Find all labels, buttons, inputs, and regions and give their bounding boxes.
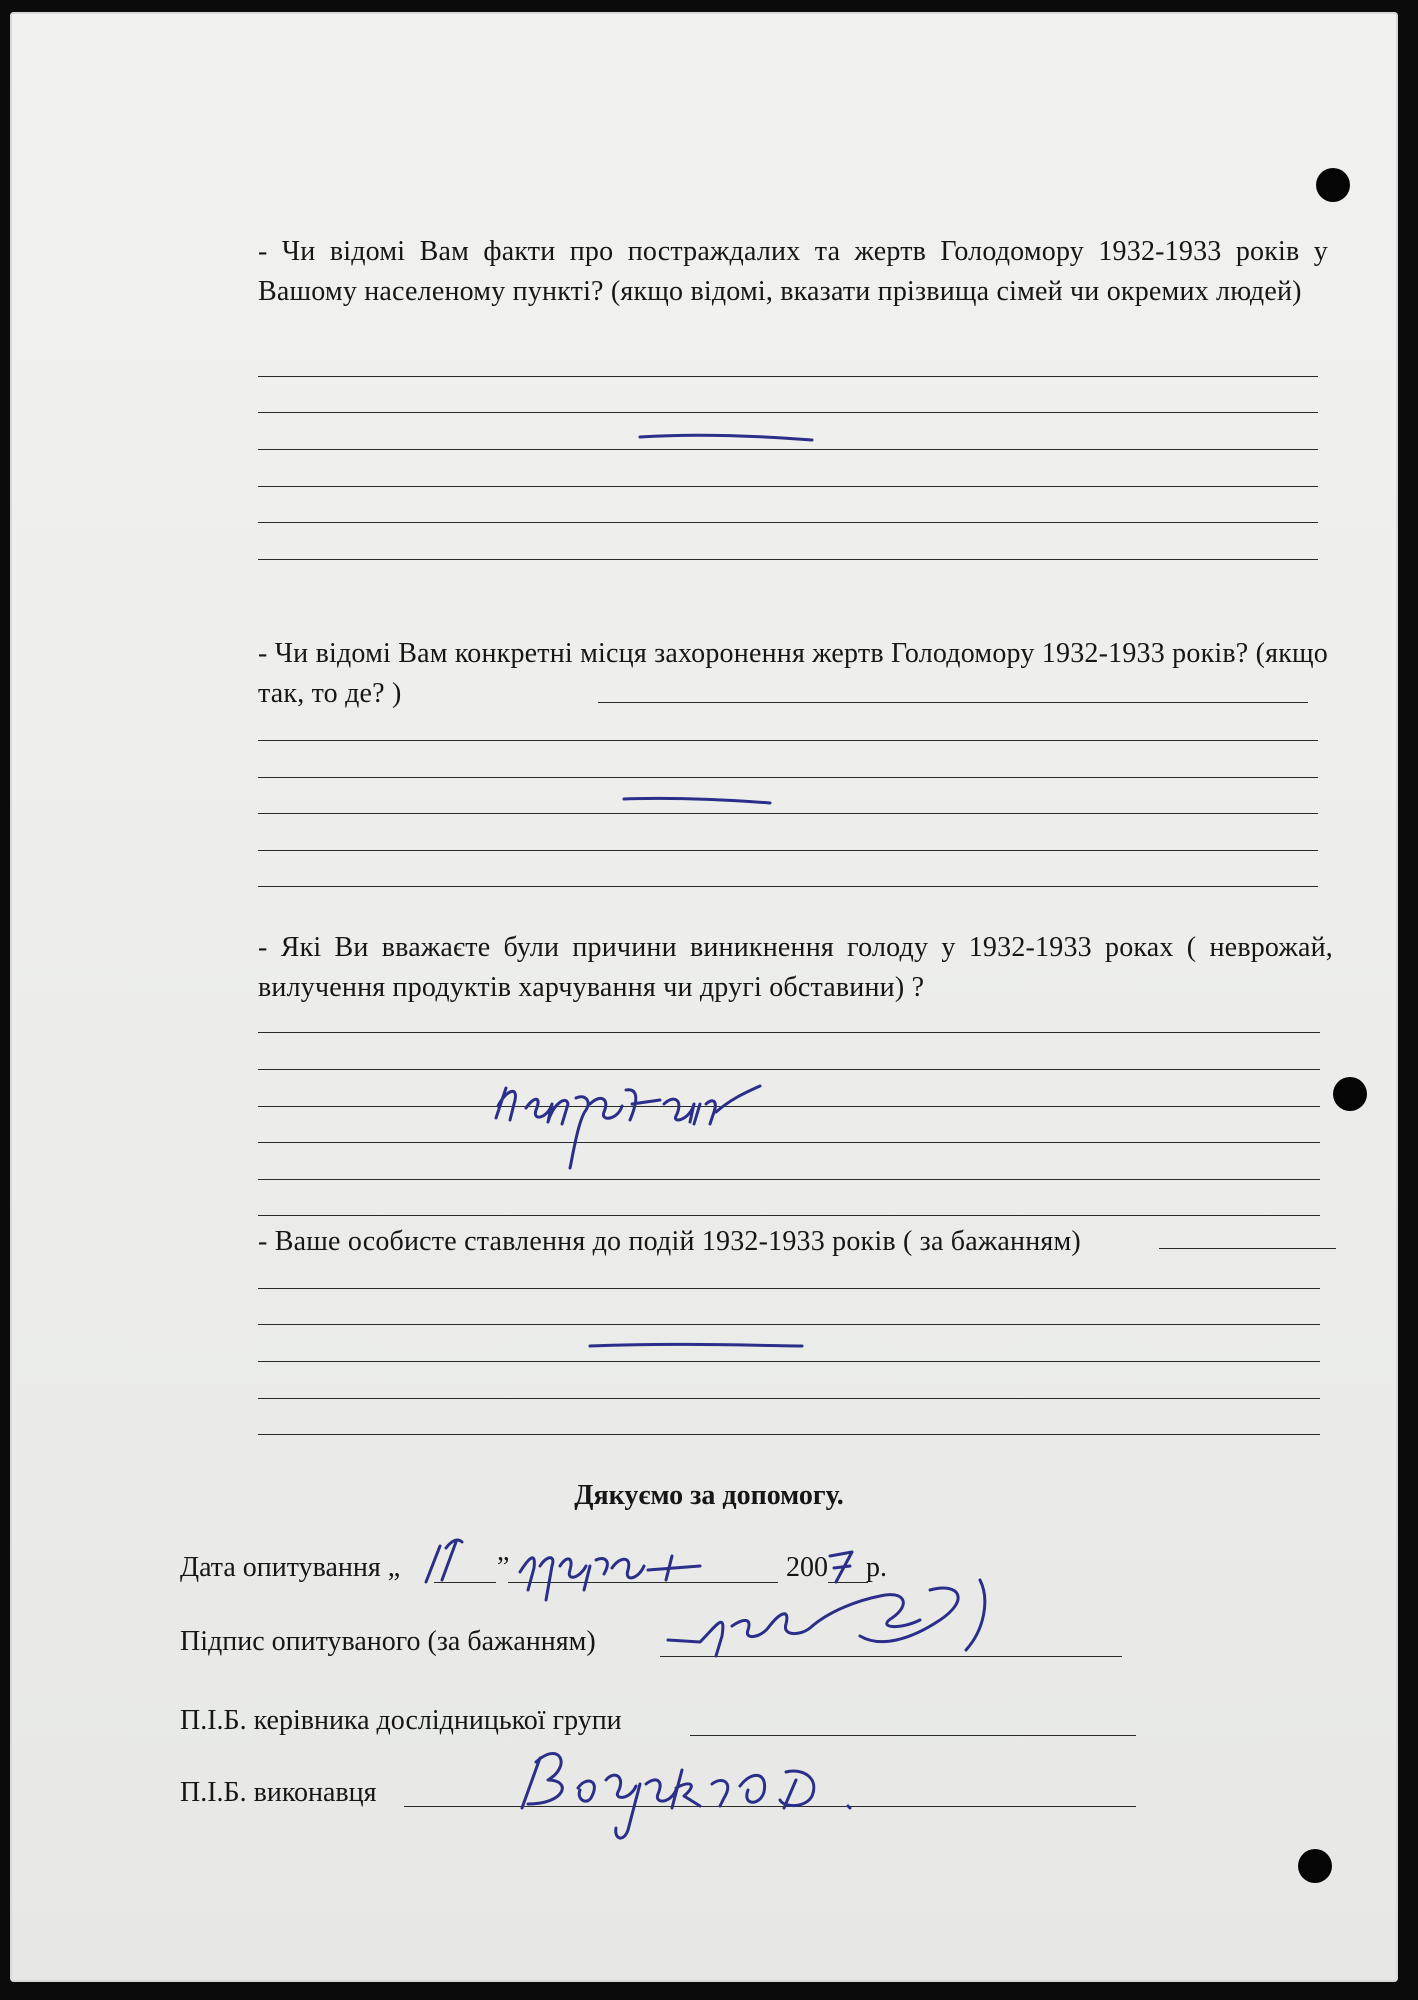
handwritten-answer-nevrozhai	[496, 1086, 760, 1168]
survey-date-year-suffix: р.	[866, 1552, 887, 1583]
q4-dash-mark	[590, 1344, 802, 1346]
handwritten-date-month	[520, 1556, 700, 1600]
question-4-text: - Ваше особисте ставлення до подій 1932-1933 років ( за бажанням)	[258, 1226, 1081, 1257]
survey-date-quote-close: ”	[497, 1552, 510, 1583]
question-3-text: - Які Ви вважаєте були причини виникнення голоду у 1932-1933 роках ( неврожай, вилучення продуктів харчування чи другі обставини) ?	[258, 932, 1333, 1003]
handwritten-date-year-digit	[830, 1552, 852, 1582]
survey-date-label: Дата опитування „	[180, 1552, 401, 1583]
handwritten-date-day	[426, 1540, 462, 1582]
question-2-text: - Чи відомі Вам конкретні місця захоронення жертв Голодомору 1932-1933 років? (якщо так, то де? )	[258, 638, 1328, 709]
question-1-text: - Чи відомі Вам факти про постраждалих та жертв Голодомору 1932-1933 років у Вашому населеному пункті? (якщо відомі, вказати прізвища сімей чи окремих людей)	[258, 236, 1328, 307]
respondent-signature-label: Підпис опитуваного (за бажанням)	[180, 1626, 596, 1657]
q1-dash-mark	[640, 435, 812, 440]
thank-you-heading: Дякуємо за допомогу.	[574, 1480, 844, 1511]
executor-signature-handwriting	[522, 1753, 850, 1838]
executor-label: П.І.Б. виконавця	[180, 1777, 377, 1808]
research-leader-label: П.І.Б. керівника дослідницької групи	[180, 1705, 622, 1736]
survey-date-year-prefix: 200	[786, 1552, 828, 1583]
q2-dash-mark	[624, 798, 770, 803]
respondent-signature-scribble	[668, 1580, 985, 1656]
